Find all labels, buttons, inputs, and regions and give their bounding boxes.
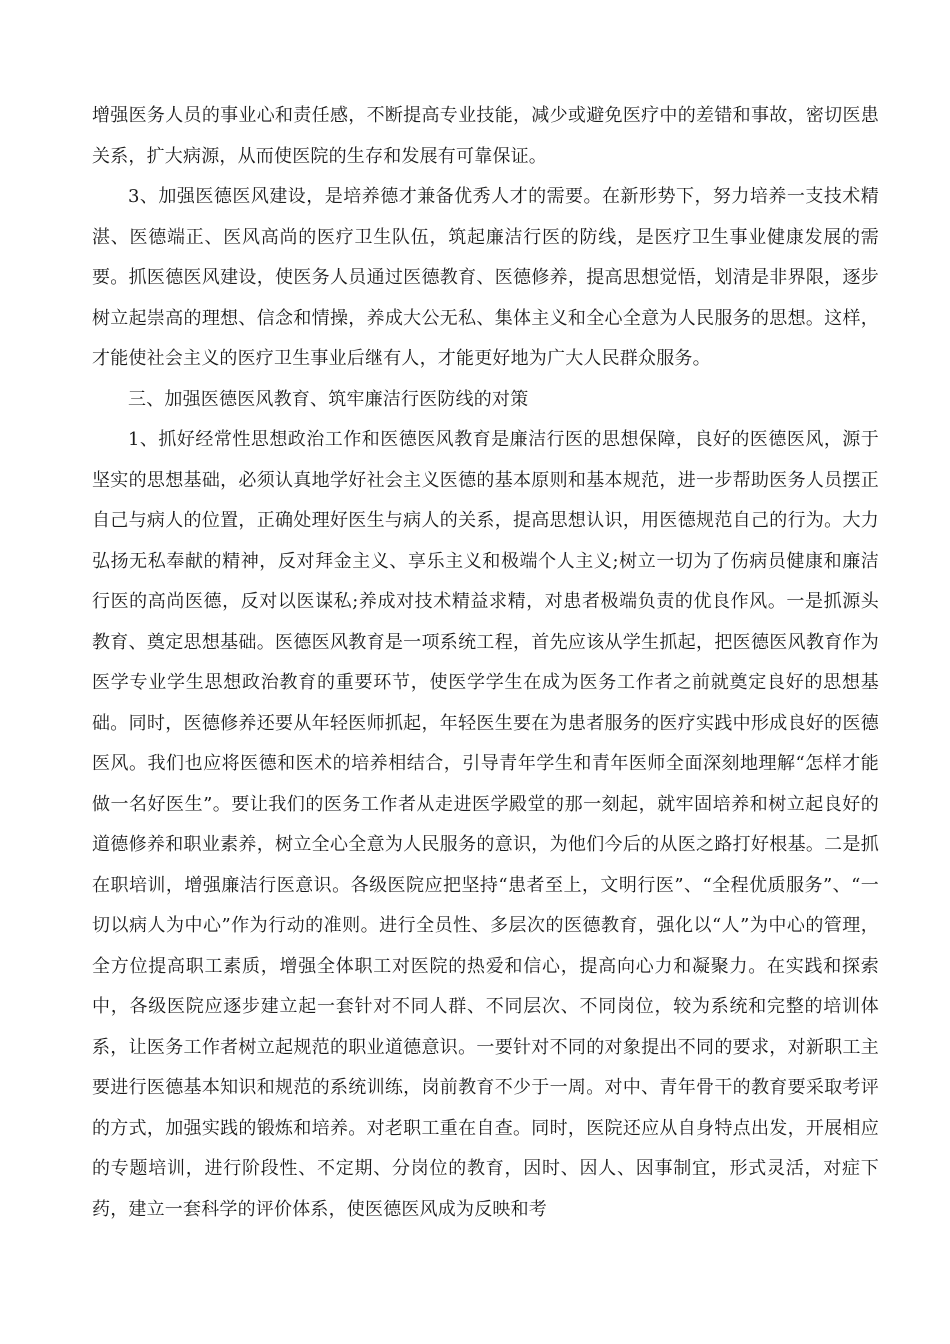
paragraph-measure-1: 1、抓好经常性思想政治工作和医德医风教育是廉洁行医的思想保障，良好的医德医风，源于坚实的思想基础，必须认真地学好社会主义医德的基本原则和基本规范，进一步帮助医务人员摆正自己与病人的位置，正确处理好医生与病人的关系，提高思想认识，用医德规范自己的行为。大力弘扬无私奉献的精神，反对拜金主义、享乐主义和极端个人主义;树立一切为了伤病员健康和廉洁行医的高尚医德，反对以医谋私;养成对技术精益求精，对患者极端负责的优良作风。一是抓源头教育、奠定思想基础。医德医风教育是一项系统工程，首先应该从学生抓起，把医德医风教育作为医学专业学生思想政治教育的重要环节，使医学学生在成为医务工作者之前就奠定良好的思想基础。同时，医德修养还要从年轻医师抓起，年轻医生要在为患者服务的医疗实践中形成良好的医德医风。我们也应将医德和医术的培养相结合，引导青年学生和青年医师全面深刻地理解“怎样才能做一名好医生”。要让我们的医务工作者从走进医学殿堂的那一刻起，就牢固培养和树立起良好的道德修养和职业素养，树立全心全意为人民服务的意识，为他们今后的从医之路打好根基。二是抓在职培训，增强廉洁行医意识。各级医院应把坚持“患者至上，文明行医”、“全程优质服务”、“一切以病人为中心”作为行动的准则。进行全员性、多层次的医德教育，强化以“人”为中心的管理，全方位提高职工素质，增强全体职工对医院的热爱和信心，提高向心力和凝聚力。在实践和探索中，各级医院应逐步建立起一套针对不同人群、不同层次、不同岗位，较为系统和完整的培训体系，让医务工作者树立起规范的职业道德意识。一要针对不同的对象提出不同的要求，对新职工主要进行医德基本知识和规范的系统训练，岗前教育不少于一周。对中、青年骨干的教育要采取考评的方式，加强实践的锻炼和培养。对老职工重在自查。同时，医院还应从自身特点出发，开展相应的专题培训，进行阶段性、不定期、分岗位的教育，因时、因人、因事制宜，形式灵活，对症下药，建立一套科学的评价体系，使医德医风成为反映和考 (92, 429, 879, 1220)
section-heading: 三、加强医德医风教育、筑牢廉洁行医防线的对策 (128, 388, 529, 410)
paragraph-continuation: 增强医务人员的事业心和责任感，不断提高专业技能，减少或避免医疗中的差错和事故，密切医患关系，扩大病源，从而使医院的生存和发展有可靠保证。 (92, 105, 879, 167)
paragraph-point-3: 3、加强医德医风建设，是培养德才兼备优秀人才的需要。在新形势下，努力培养一支技术精湛、医德端正、医风高尚的医疗卫生队伍，筑起廉洁行医的防线，是医疗卫生事业健康发展的需要。抓医德医风建设，使医务人员通过医德教育、医德修养，提高思想觉悟，划清是非界限，逐步树立起崇高的理想、信念和情操，养成大公无私、集体主义和全心全意为人民服务的思想。这样，才能使社会主义的医疗卫生事业后继有人，才能更好地为广大人民群众服务。 (92, 186, 879, 369)
document-page (92, 96, 879, 1230)
